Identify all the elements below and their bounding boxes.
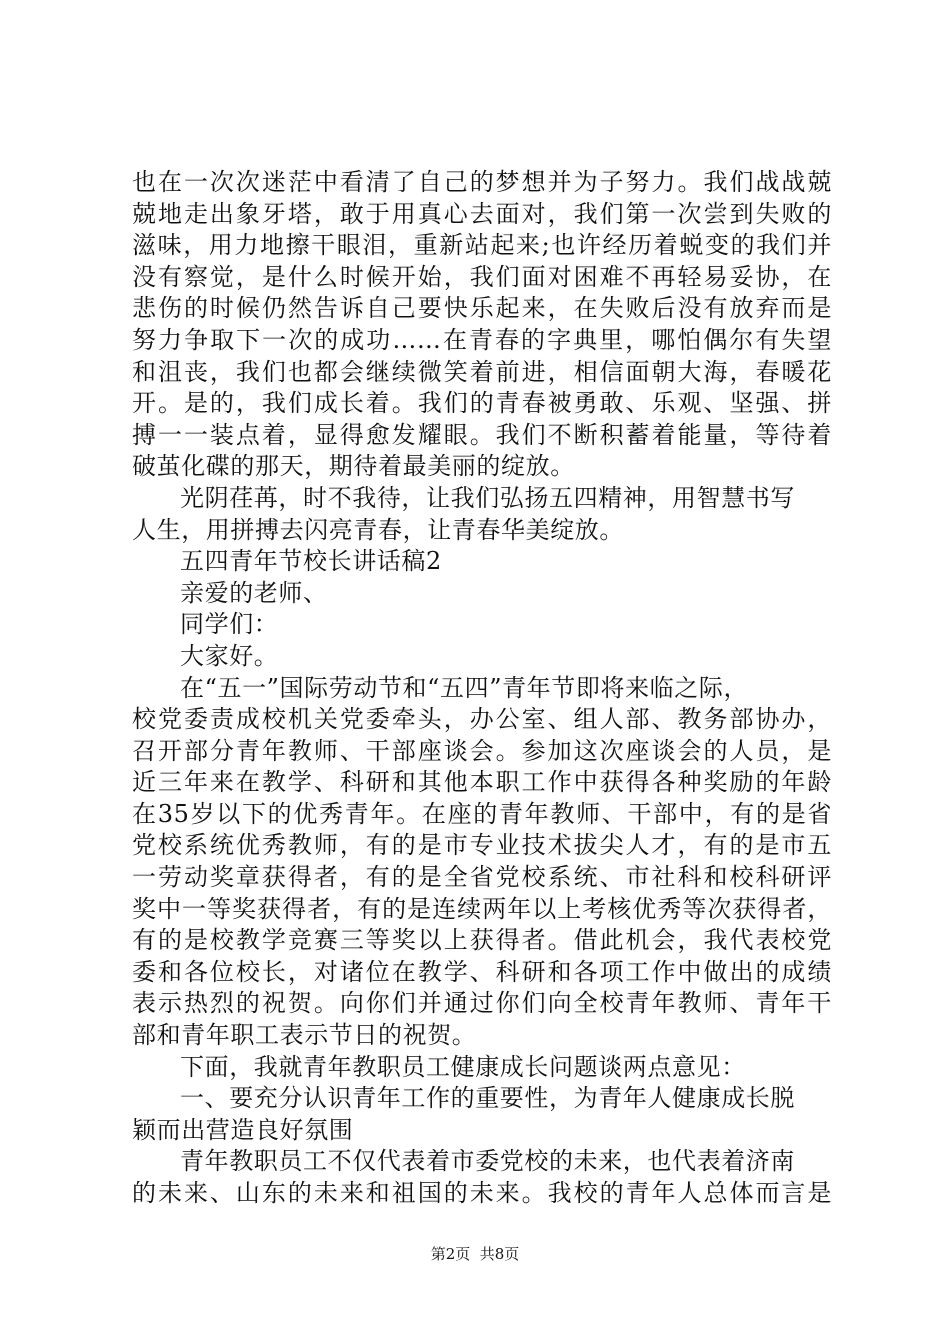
paragraph-line: 党校系统优秀教师，有的是市专业技术拔尖人才，有的是市五 — [132, 831, 832, 860]
paragraph-line: 近三年来在教学、科研和其他本职工作中获得各种奖励的年龄 — [132, 768, 832, 797]
salutation-line: 亲爱的老师、 — [180, 578, 328, 607]
paragraph-line: 开。是的，我们成长着。我们的青春被勇敢、乐观、坚强、拼 — [132, 389, 832, 418]
paragraph-line: 也在一次次迷茫中看清了自己的梦想并为子努力。我们战战兢 — [132, 168, 832, 196]
paragraph-line: 人生，用拼搏去闪亮青春，让青春华美绽放。 — [132, 515, 624, 544]
paragraph-line: 一劳动奖章获得者，有的是全省党校系统、市社科和校科研评 — [132, 863, 832, 892]
paragraph-line: 兢地走出象牙塔，敢于用真心去面对，我们第一次尝到失败的 — [132, 199, 832, 228]
paragraph-line: 没有察觉，是什么时候开始，我们面对困难不再轻易妥协，在 — [132, 262, 832, 291]
paragraph-line: 的未来、山东的未来和祖国的未来。我校的青年人总体而言是 — [132, 1179, 832, 1207]
paragraph-line: 有的是校教学竞赛三等奖以上获得者。借此机会，我代表校党 — [132, 926, 832, 955]
paragraph-line: 委和各位校长，对诸位在教学、科研和各项工作中做出的成绩 — [132, 957, 832, 986]
heading-line: 一、要充分认识青年工作的重要性，为青年人健康成长脱 — [180, 1084, 795, 1113]
page-number: 第2页 共8页 — [430, 1245, 520, 1263]
document-body — [132, 167, 832, 1210]
paragraph-line: 破茧化碟的那天，期待着最美丽的绽放。 — [132, 452, 575, 481]
section-title: 五四青年节校长讲话稿2 — [180, 547, 442, 576]
paragraph-line: 悲伤的时候仍然告诉自己要快乐起来，在失败后没有放弃而是 — [132, 294, 832, 323]
salutation-line: 同学们： — [180, 610, 279, 639]
paragraph-line: 光阴荏苒，时不我待，让我们弘扬五四精神，用智慧书写 — [180, 483, 795, 512]
paragraph-line: 表示热烈的祝贺。向你们并通过你们向全校青年教师、青年干 — [132, 989, 832, 1018]
paragraph-line: 在35岁以下的优秀青年。在座的青年教师、干部中，有的是省 — [132, 799, 832, 828]
paragraph-line: 下面，我就青年教职员工健康成长问题谈两点意见： — [180, 1052, 746, 1081]
page-footer — [0, 1244, 950, 1264]
greeting-line: 大家好。 — [180, 641, 279, 670]
paragraph-line: 校党委责成校机关党委牵头，办公室、组人部、教务部协办， — [132, 705, 832, 734]
paragraph-line: 青年教职员工不仅代表着市委党校的未来，也代表着济南 — [180, 1147, 795, 1176]
paragraph-line: 在“五一”国际劳动节和“五四”青年节即将来临之际， — [180, 673, 749, 702]
paragraph-line: 滋味，用力地擦干眼泪，重新站起来;也许经历着蜕变的我们并 — [132, 231, 832, 260]
paragraph-line: 和沮丧，我们也都会继续微笑着前进，相信面朝大海，春暖花 — [132, 357, 832, 386]
paragraph-line: 搏一一装点着，显得愈发耀眼。我们不断积蓄着能量，等待着 — [132, 420, 832, 449]
paragraph-line: 召开部分青年教师、干部座谈会。参加这次座谈会的人员，是 — [132, 736, 832, 765]
heading-line: 颖而出营造良好氛围 — [132, 1115, 354, 1144]
paragraph-line: 努力争取下一次的成功……在青春的字典里，哪怕偶尔有失望 — [132, 325, 832, 354]
paragraph-line: 奖中一等奖获得者，有的是连续两年以上考核优秀等次获得者， — [132, 894, 832, 923]
paragraph-line: 部和青年职工表示节日的祝贺。 — [132, 1021, 477, 1050]
